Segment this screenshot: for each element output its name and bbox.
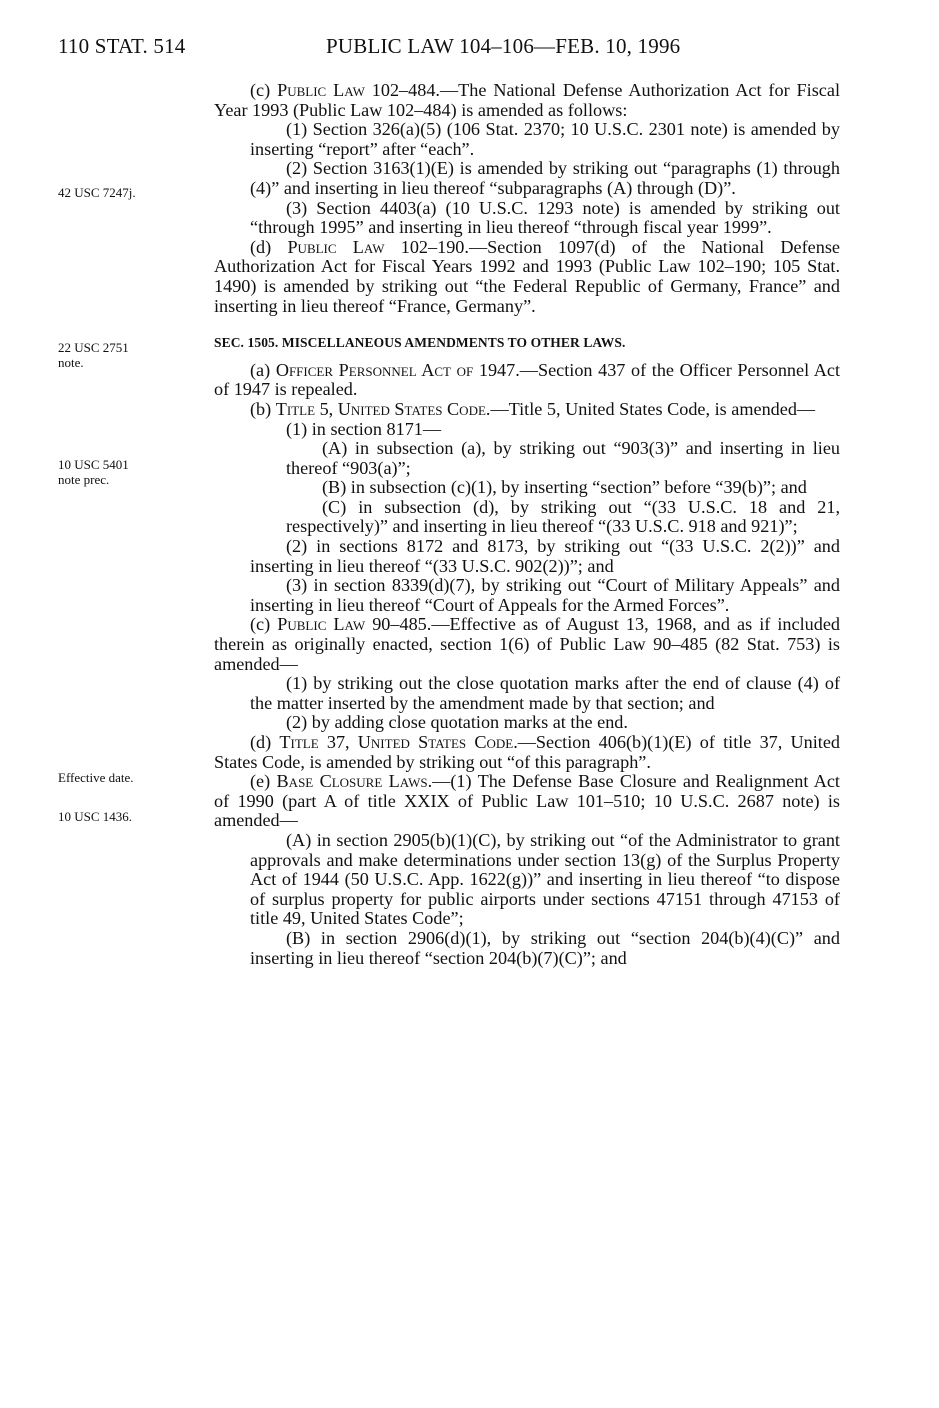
running-head-title: PUBLIC LAW 104–106—FEB. 10, 1996: [326, 34, 681, 58]
paragraph-c-1-quotation: (1) by striking out the close quotation marks after the end of clause (4) of the matter inserted by the amendment made by that section; and: [250, 673, 840, 713]
clause-b-1-b: (B) in subsection (c)(1), by inserting “section” before “39(b)”; and: [322, 477, 807, 498]
statute-page-number: 110 STAT. 514: [58, 34, 186, 58]
paragraph-c-2: (2) Section 3163(1)(E) is amended by striking out “paragraphs (1) through (4)” and inserting in lieu thereof “subparagraphs (A) through (D)”.: [250, 158, 840, 198]
margin-note-10-usc-5401: 10 USC 5401 note prec.: [58, 457, 129, 487]
clause-b-1-a: (A) in subsection (a), by striking out “903(3)” and inserting in lieu thereof “903(a)”;: [286, 438, 840, 478]
paragraph-c-1: (1) Section 326(a)(5) (106 Stat. 2370; 10 U.S.C. 2301 note) is amended by inserting “report” after “each”.: [250, 119, 840, 159]
subsection-b-title-5: (b) Title 5, United States Code.—Title 5, United States Code, is amended—: [250, 398, 816, 419]
subsection-d-title-37: (d) Title 37, United States Code.—Section 406(b)(1)(E) of title 37, United States Code, is amended by striking out “of this paragraph”.: [214, 732, 840, 772]
margin-note-effective-date: Effective date.: [58, 770, 134, 785]
paragraph-b-3: (3) in section 8339(d)(7), by striking out “Court of Military Appeals” and inserting in lieu thereof “Court of Appeals for the Armed Forces”.: [250, 575, 840, 615]
clause-e-1-a: (A) in section 2905(b)(1)(C), by striking out “of the Administrator to grant approvals and make determinations under section 13(g) of the Surplus Property Act of 1944 (50 U.S.C. App. 1622(g))” and inserting in lieu thereof “to dispose of surplus property for public airports under sections 47151 through 47153 of title 49, United States Code”;: [250, 829, 840, 929]
margin-note-42-usc-7247j: 42 USC 7247j.: [58, 185, 136, 200]
subsection-a-officer-personnel-act: (a) Officer Personnel Act of 1947.—Section 437 of the Officer Personnel Act of 1947 is repealed.: [214, 359, 841, 400]
paragraph-c-2-quotation: (2) by adding close quotation marks at the end.: [286, 712, 628, 733]
paragraph-c-3: (3) Section 4403(a) (10 U.S.C. 1293 note) is amended by striking out “through 1995” and inserting in lieu thereof “through fiscal year 1999”.: [250, 197, 840, 238]
margin-note-22-usc-2751: 22 USC 2751 note.: [58, 340, 129, 370]
statute-body: [214, 81, 840, 968]
subsection-e-base-closure-laws: (e) Base Closure Laws.—(1) The Defense Base Closure and Realignment Act of 1990 (part A of title XXIX of Public Law 101–510; 10 U.S.C. 2687 note) is amended—: [214, 771, 840, 831]
section-1505-heading: SEC. 1505. MISCELLANEOUS AMENDMENTS TO OTHER LAWS.: [214, 335, 626, 351]
clause-e-1-b: (B) in section 2906(d)(1), by striking out “section 204(b)(4)(C)” and inserting in lieu thereof “section 204(b)(7)(C)”; and: [250, 927, 840, 968]
subsection-c-public-law-90-485: (c) Public Law 90–485.—Effective as of August 13, 1968, and as if included therein as originally enacted, section 1(6) of Public Law 90–485 (82 Stat. 753) is amended—: [214, 614, 840, 674]
subsection-d-public-law-102-190: (d) Public Law 102–190.—Section 1097(d) of the National Defense Authorization Act for Fiscal Years 1992 and 1993 (Public Law 102–190; 105 Stat. 1490) is amended by striking out “the Federal Republic of Germany, France” and inserting in lieu thereof “France, Germany”.: [214, 236, 840, 316]
paragraph-b-1: (1) in section 8171—: [286, 418, 442, 439]
margin-note-10-usc-1436: 10 USC 1436.: [58, 809, 133, 824]
paragraph-b-2: (2) in sections 8172 and 8173, by striking out “(33 U.S.C. 2(2))” and inserting in lieu thereof “(33 U.S.C. 902(2))”; and: [250, 536, 840, 576]
subsection-c-public-law-102-484: (c) Public Law 102–484.—The National Defense Authorization Act for Fiscal Year 1993 (Public Law 102–484) is amended as follows:: [214, 80, 840, 120]
clause-b-1-c: (C) in subsection (d), by striking out “(33 U.S.C. 18 and 21, respectively)” and inserting in lieu thereof “(33 U.S.C. 918 and 921)”;: [286, 496, 840, 537]
